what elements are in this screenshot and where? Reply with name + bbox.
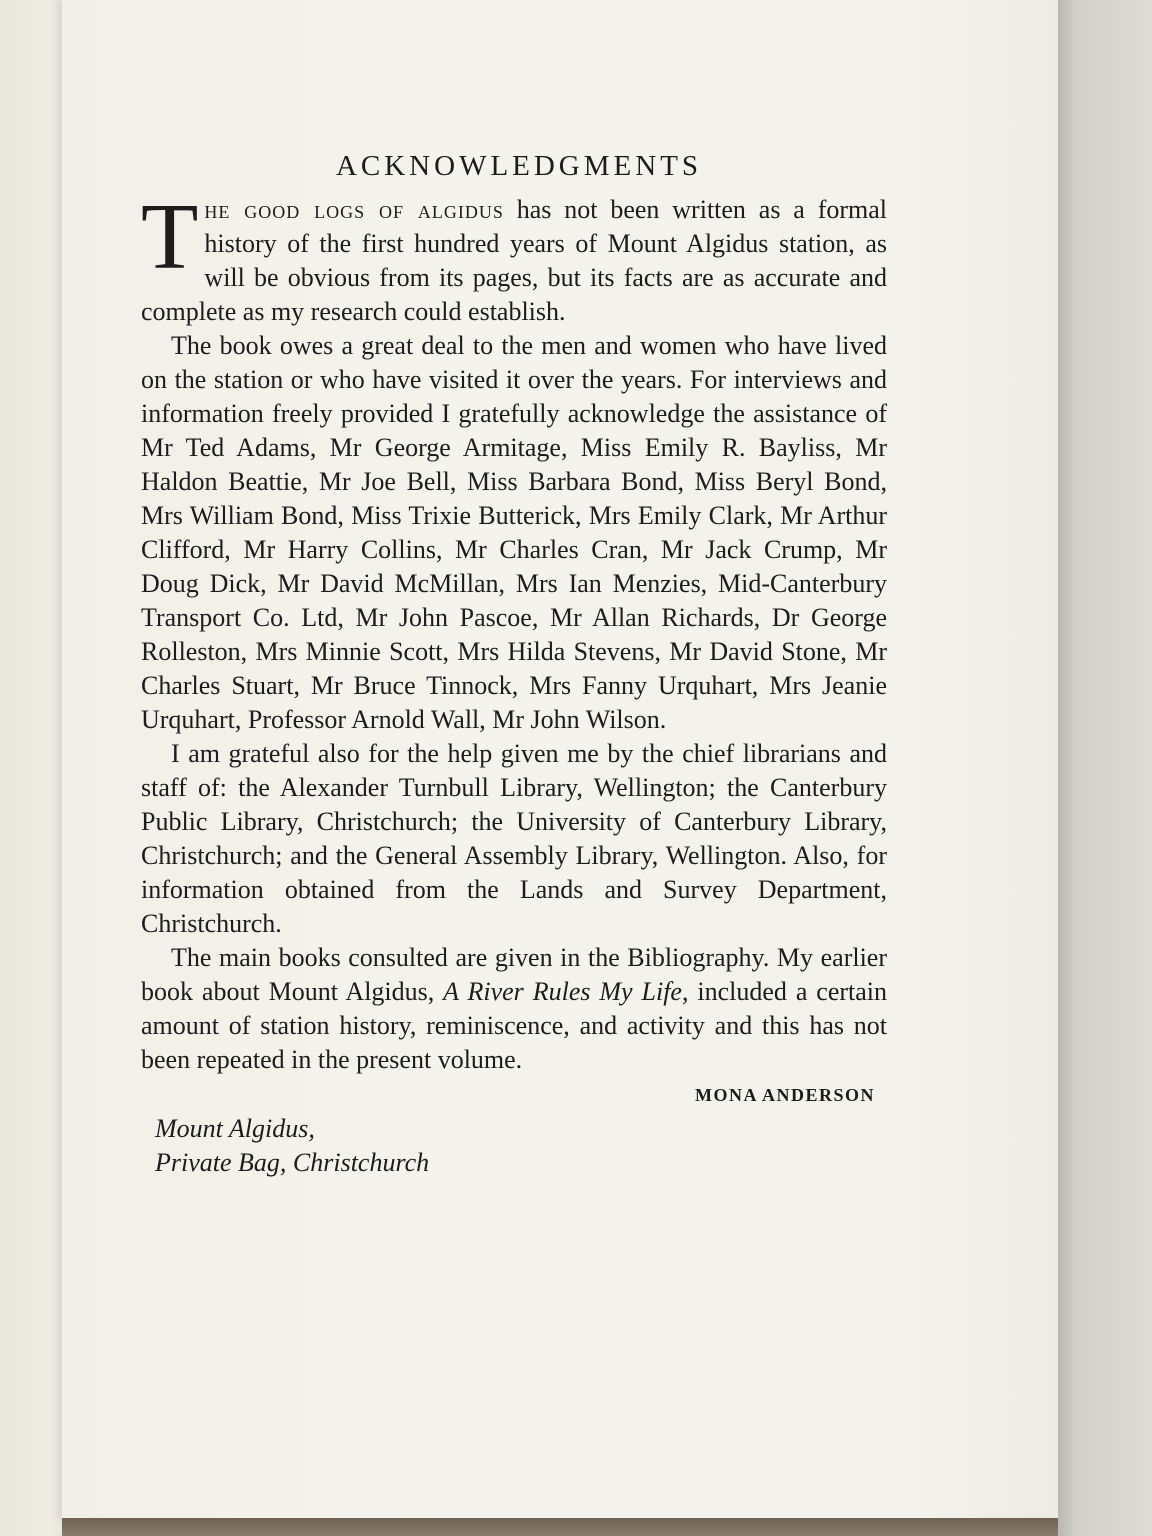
right-background xyxy=(1058,0,1152,1536)
earlier-book-title: A River Rules My Life xyxy=(443,977,682,1006)
drop-cap: T xyxy=(141,185,199,289)
author-signature: MONA ANDERSON xyxy=(694,1085,875,1105)
paragraph-libraries: I am grateful also for the help given me by the chief librarians and staff of: the Alexander Turnbull Library, Wellington; the Canterbury Public Library, Christchurch; the University of Canterbury Library, Christchurch; and the General Assembly Library, Wellington. Also, for information obtained from the Lands and Survey Department, Christchurch. xyxy=(141,739,887,938)
author-address xyxy=(141,1112,887,1180)
left-page-edge xyxy=(0,0,70,1536)
paragraph-contributors: The book owes a great deal to the men and women who have lived on the station or who have visited it over the years. For interviews and information freely provided I gratefully acknowledge the assistance of Mr Ted Adams, Mr George Armitage, Miss Emily R. Bayliss, Mr Haldon Beattie, Mr Joe Bell, Miss Barbara Bond, Miss Beryl Bond, Mrs William Bond, Miss Trixie Butterick, Mrs Emily Clark, Mr Arthur Clifford, Mr Harry Collins, Mr Charles Cran, Mr Jack Crump, Mr Doug Dick, Mr David McMillan, Mrs Ian Menzies, Mid-Canterbury Transport Co. Ltd, Mr John Pascoe, Mr Allan Richards, Dr George Rolleston, Mrs Minnie Scott, Mrs Hilda Stevens, Mr David Stone, Mr Charles Stuart, Mr Bruce Tinnock, Mrs Fanny Urquhart, Mrs Jeanie Urquhart, Professor Arnold Wall, Mr John Wilson. xyxy=(141,331,887,734)
paragraph-bibliography-text-a: The main books consulted are given in the Bibliography. My earlier book about Mount Algidus, xyxy=(141,943,887,1006)
address-line-2: Private Bag, Christchurch xyxy=(155,1148,430,1177)
paragraph-bibliography-text-b: , included a certain amount of station history, reminiscence, and activity and this has not been repeated in the present volume. xyxy=(141,977,888,1074)
page-title: ACKNOWLEDGMENTS xyxy=(335,150,703,182)
paragraph-intro xyxy=(141,185,888,329)
paragraph-intro-text: has not been written as a formal history of the first hundred years of Mount Algidus station, as will be obvious from its pages, but its facts are as accurate and complete as my research could establish. xyxy=(141,195,888,326)
address-line-1: Mount Algidus, xyxy=(155,1114,315,1143)
acknowledgments-section xyxy=(141,150,887,1180)
book-cover-edge xyxy=(62,1518,1058,1536)
paragraph-bibliography xyxy=(141,941,887,1077)
book-title-smallcaps: he good logs of algidus xyxy=(204,195,504,224)
